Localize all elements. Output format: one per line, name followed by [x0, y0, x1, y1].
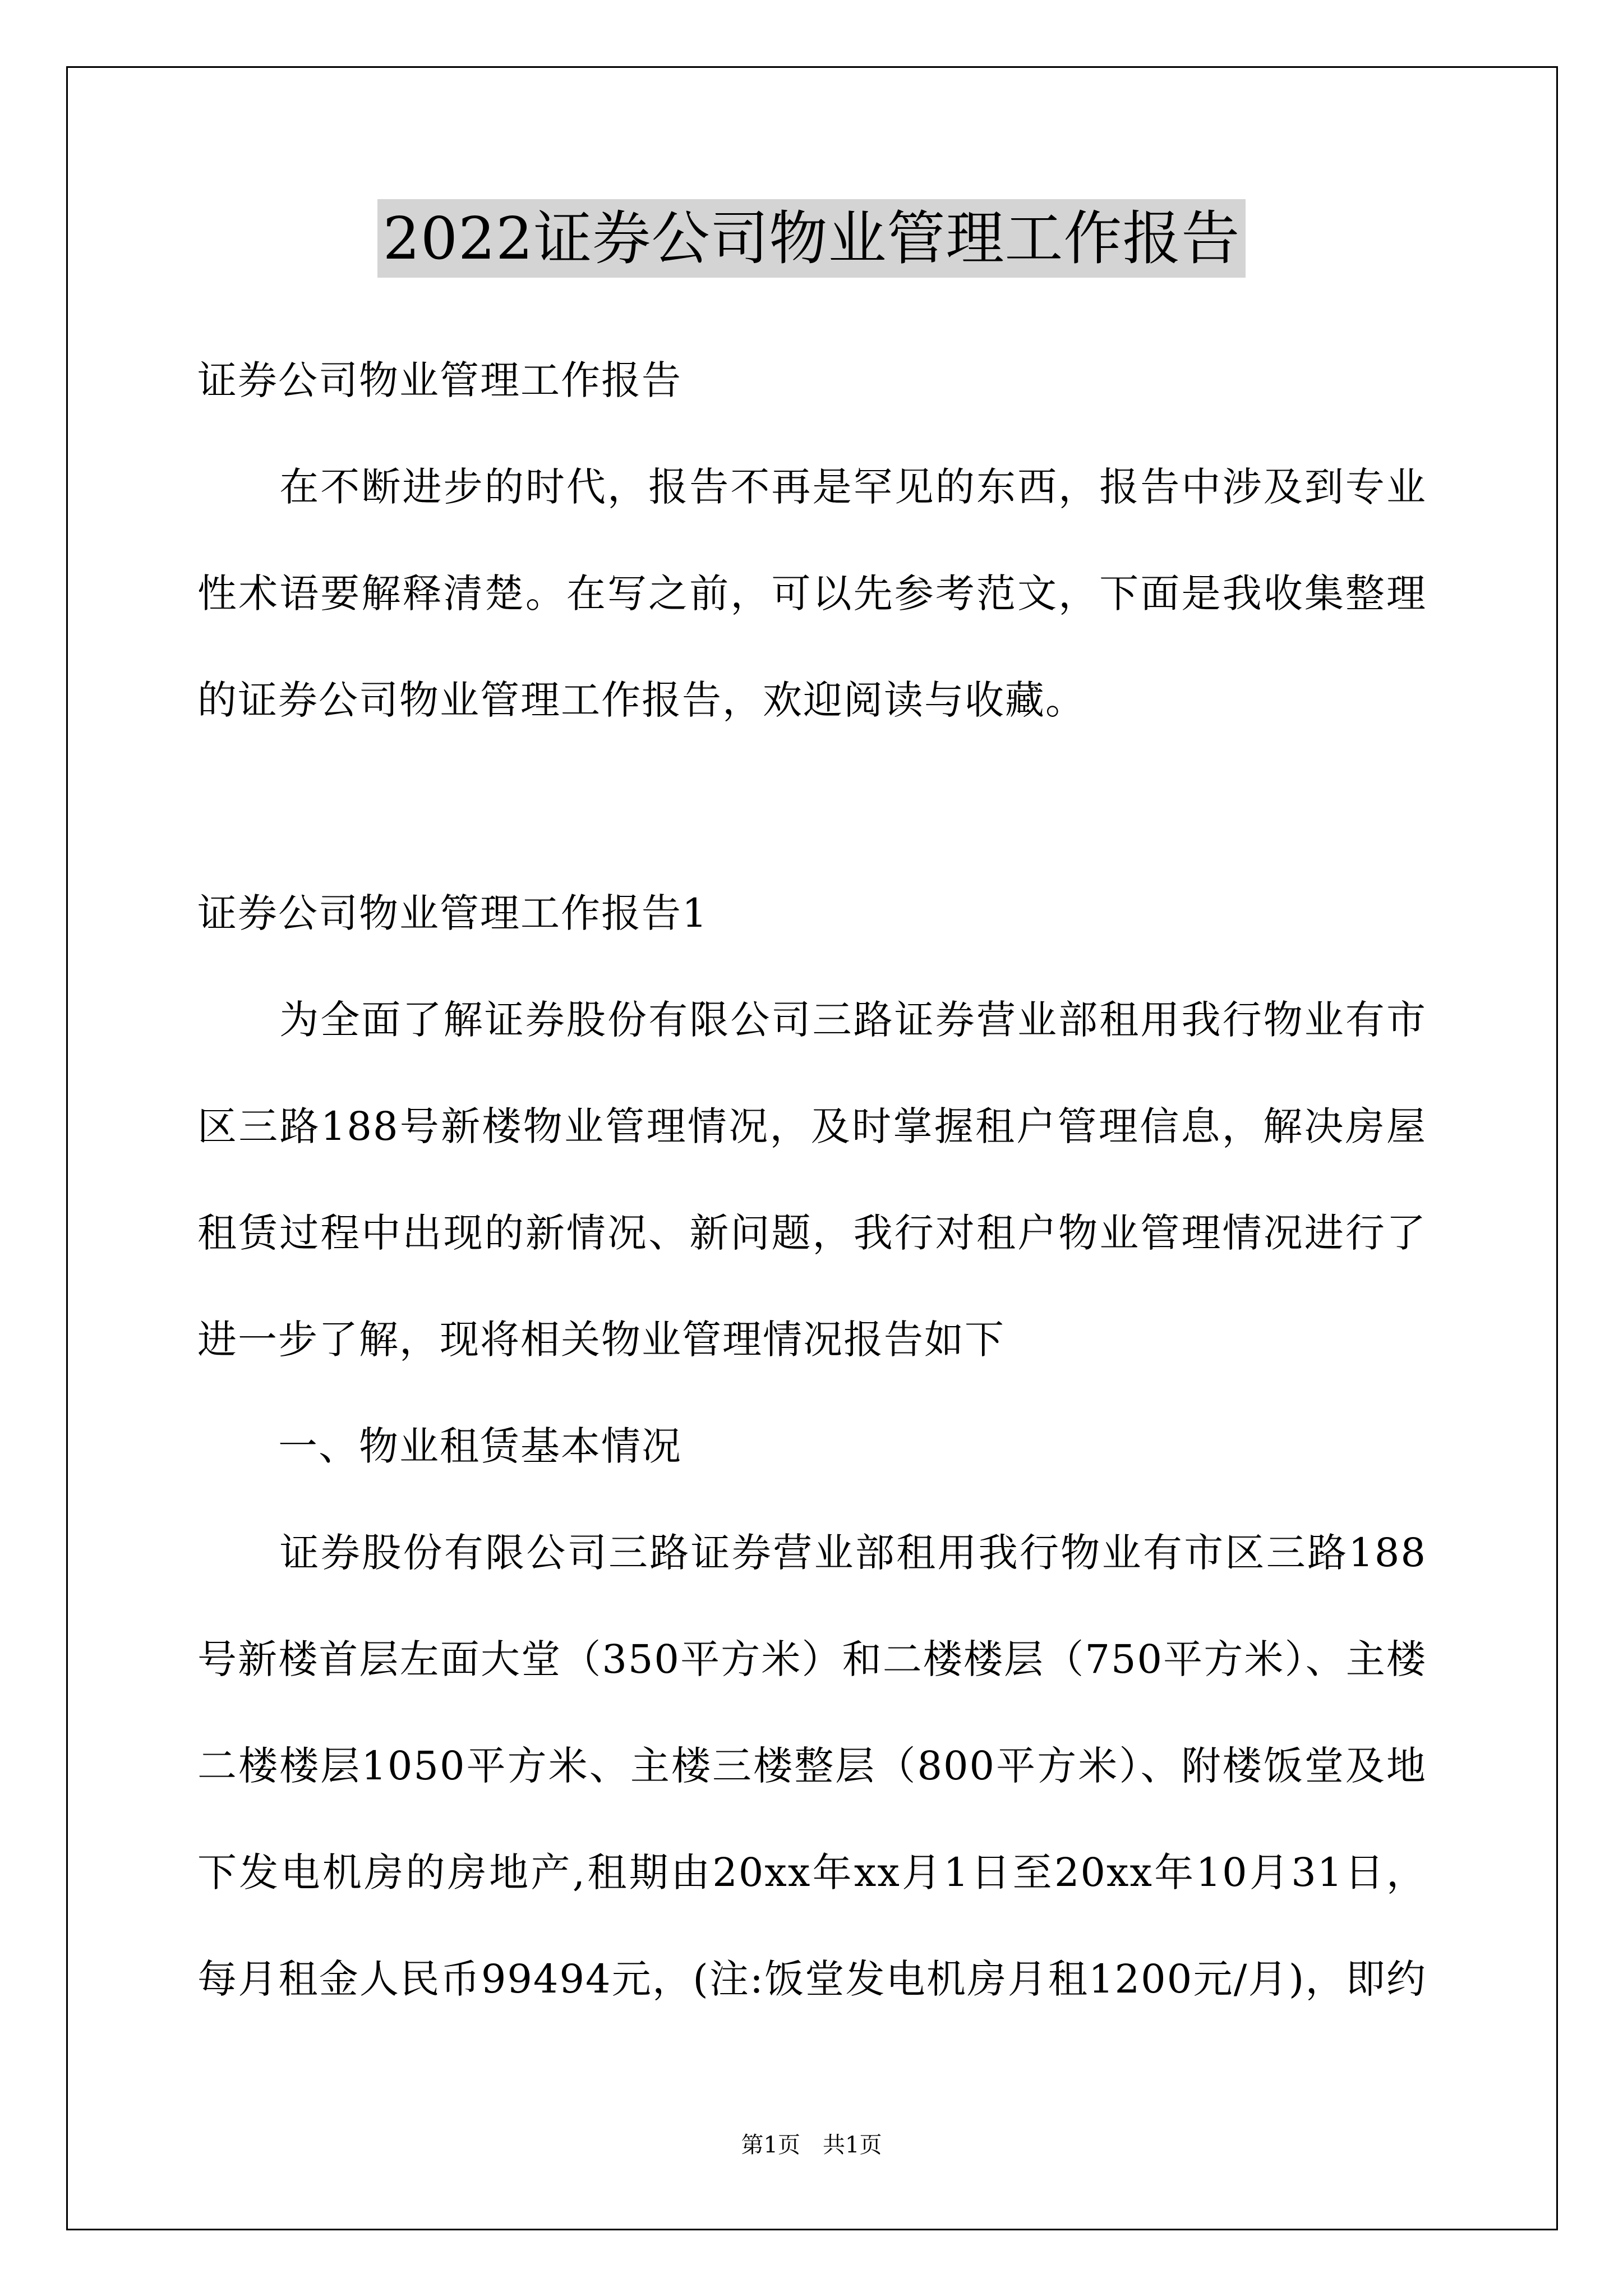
paragraph-line: 的证券公司物业管理工作报告，欢迎阅读与收藏。: [197, 677, 1086, 723]
subsection-heading: 一、物业租赁基本情况: [197, 1423, 682, 1469]
title-container: [0, 199, 1623, 278]
paragraph-line: 在不断进步的时代，报告不再是罕见的东西，报告中涉及到专业: [197, 464, 1427, 510]
paragraph-line: 性术语要解释清楚。在写之前，可以先参考范文，下面是我收集整理: [197, 570, 1427, 616]
section-heading: 证券公司物业管理工作报告1: [197, 890, 708, 936]
paragraph-line: 下发电机房的房地产,租期由20xx年xx月1日至20xx年10月31日，: [197, 1849, 1427, 1895]
paragraph-line: 号新楼首层左面大堂（350平方米）和二楼楼层（750平方米）、主楼: [197, 1636, 1427, 1682]
paragraph-line: 证券股份有限公司三路证券营业部租用我行物业有市区三路188: [197, 1530, 1427, 1576]
paragraph-line: 区三路188号新楼物业管理情况，及时掌握租户管理信息，解决房屋: [197, 1103, 1427, 1149]
paragraph-line: 每月租金人民币99494元，(注:饭堂发电机房月租1200元/月)，即约: [197, 1956, 1427, 2002]
paragraph-line: 为全面了解证券股份有限公司三路证券营业部租用我行物业有市: [197, 997, 1427, 1043]
subtitle: 证券公司物业管理工作报告: [197, 357, 682, 403]
page-footer: 第1页 共1页: [741, 2132, 882, 2158]
paragraph-line: 二楼楼层1050平方米、主楼三楼整层（800平方米）、附楼饭堂及地: [197, 1743, 1427, 1789]
paragraph-line: 租赁过程中出现的新情况、新问题，我行对租户物业管理情况进行了: [197, 1210, 1427, 1256]
paragraph-line: 进一步了解，现将相关物业管理情况报告如下: [197, 1317, 1005, 1363]
document-title: 2022证券公司物业管理工作报告: [377, 199, 1246, 278]
